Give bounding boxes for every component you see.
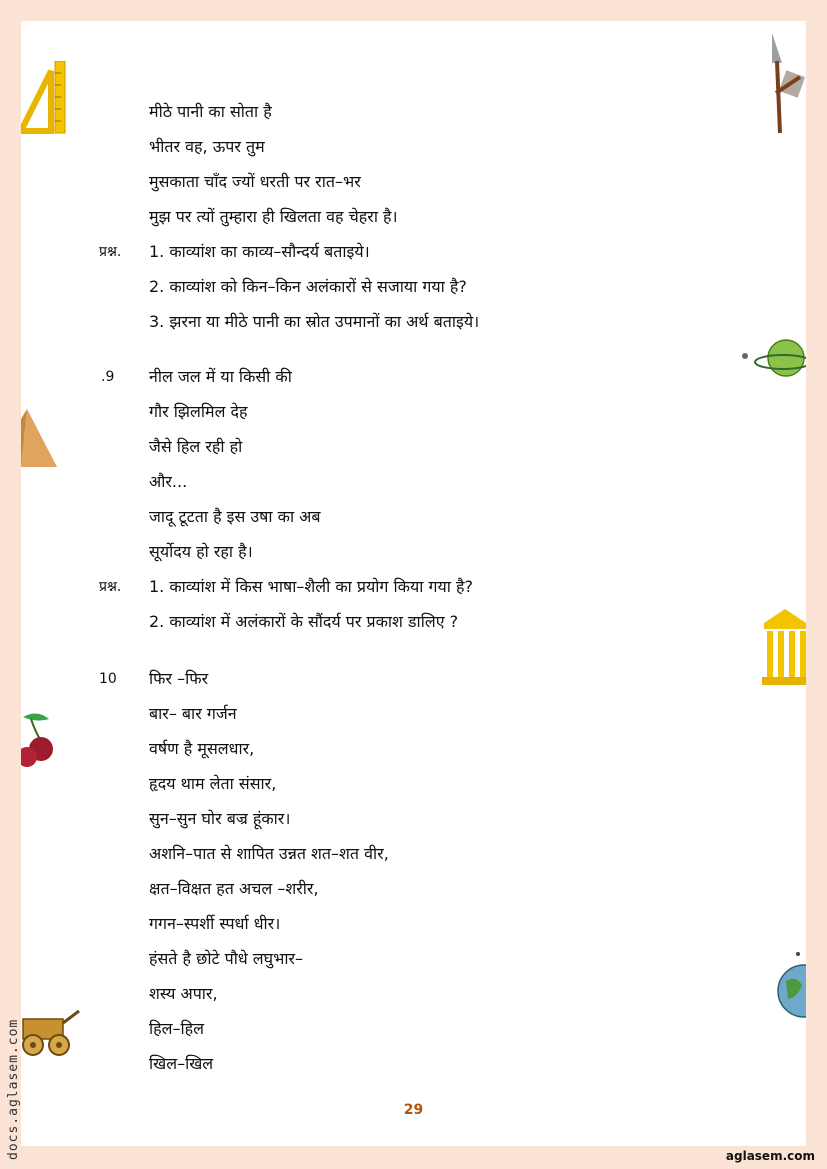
poem-line: वर्षण है मूसलधार, <box>149 739 255 758</box>
poem-line: जैसे हिल रही हो <box>149 437 243 456</box>
poem-line: भीतर वह, ऊपर तुम <box>149 137 265 156</box>
cherries-icon <box>21 709 57 775</box>
poem-line: गगन–स्पर्शी स्पर्धा धीर। <box>149 914 281 933</box>
cart-icon <box>21 1001 81 1059</box>
document-page <box>21 21 806 1146</box>
pyramid-icon <box>21 409 59 469</box>
stanza-number: 10 <box>99 671 117 687</box>
poem-line: मीठे पानी का सोता है <box>149 102 272 121</box>
poem-line: हृदय थाम लेता संसार, <box>149 774 277 793</box>
poem-line: गौर झिलमिल देह <box>149 402 248 421</box>
planet-icon <box>741 336 806 381</box>
stanza-number: .9 <box>101 369 115 385</box>
poem-line: जादू टूटता है इस उषा का अब <box>149 507 321 526</box>
question-item: 1. काव्यांश में किस भाषा–शैली का प्रयोग किया गया है? <box>149 577 473 596</box>
poem-line: खिल–खिल <box>149 1054 214 1073</box>
spear-icon <box>766 33 806 135</box>
poem-line: मुझ पर त्यों तुम्हारा ही खिलता वह चेहरा है। <box>149 207 398 226</box>
temple-pillars-icon <box>761 609 806 687</box>
site-footer: aglasem.com <box>725 1149 815 1163</box>
poem-line: सूर्योदय हो रहा है। <box>149 542 253 561</box>
poem-line: और... <box>149 472 188 491</box>
watermark: docs.aglasem.com <box>6 1018 21 1160</box>
poem-line: हिल–हिल <box>149 1019 204 1038</box>
page-number: 29 <box>403 1102 424 1118</box>
poem-line: बार– बार गर्जन <box>149 704 237 723</box>
poem-line: सुन–सुन घोर बज्र हूंकार। <box>149 809 291 828</box>
question-item: 2. काव्यांश को किन–किन अलंकारों से सजाया गया है? <box>149 277 467 296</box>
question-item: 1. काव्यांश का काव्य–सौन्दर्य बताइये। <box>149 242 370 261</box>
poem-line: मुसकाता चाँद ज्यों धरती पर रात–भर <box>149 172 361 191</box>
poem-line: क्षत–विक्षत हत अचल –शरीर, <box>149 879 319 898</box>
poem-line: फिर –फिर <box>149 669 209 688</box>
question-item: 2. काव्यांश में अलंकारों के सौंदर्य पर प्रकाश डालिए ? <box>149 612 459 631</box>
question-label: प्रश्न. <box>99 244 122 260</box>
poem-line: नील जल में या किसी की <box>149 367 292 386</box>
question-item: 3. झरना या मीठे पानी का स्रोत उपमानों का अर्थ बताइये। <box>149 312 480 331</box>
poem-line: अशनि–पात से शापित उन्नत शत–शत वीर, <box>149 844 389 863</box>
poem-line: हंसते है छोटे पौधे लघुभार– <box>149 949 304 968</box>
poem-line: शस्य अपार, <box>149 984 218 1003</box>
globe-icon <box>776 951 806 1021</box>
ruler-set-square-icon <box>21 61 67 135</box>
question-label: प्रश्न. <box>99 579 122 595</box>
